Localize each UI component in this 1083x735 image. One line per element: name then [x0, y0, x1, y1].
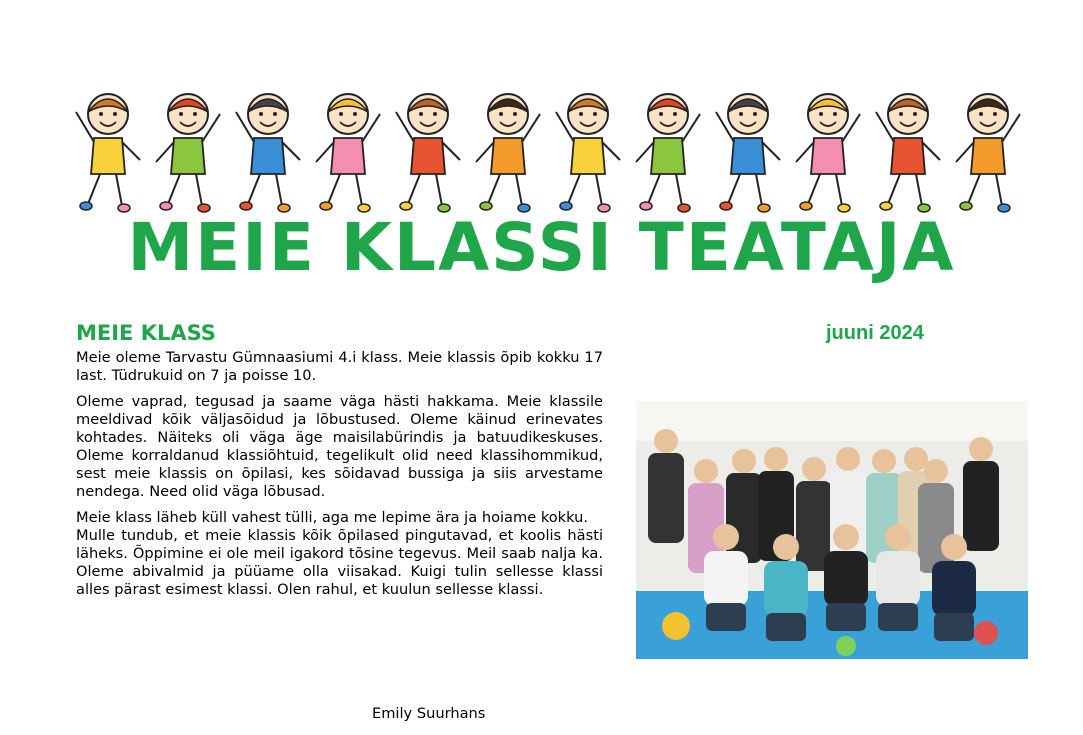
article-author: Emily Suurhans [372, 705, 486, 722]
newsletter-title: MEIE KLASSI TEATAJA [127, 209, 956, 286]
kid-figure [716, 94, 780, 212]
article-paragraph: Meie klass läheb küll vahest tülli, aga me lepime ära ja hoiame kokku. [76, 509, 589, 526]
article-paragraph: Oleme vaprad, tegusad ja saame väga hästi hakkama. Meie klassile meeldivad kõik väljasõidud ja lõbustused. Oleme käinud erinevates kohtades. Näiteks oli väga äge maisilabürindis ja batuudikeskuses. Oleme korraldanud klassiõhtuid, tegelikult olid need klassihommikud, sest meie klassis on õpilasi, kes sõidavad bussiga ja siis arvestame nendega. Need olid väga lõbusad. [76, 393, 603, 500]
article-paragraph: Mulle tundub, et meie klassis kõik õpilased pingutavad, et koolis hästi läheks. Õppimine ei ole meil igakord tõsine tegevus. Meil saab nalja ka. Oleme abivalmid ja püüame olla viisakad. Kuigi tulin sellesse klassi alles pärast esimest klassi. Olen rahul, et kuulun sellesse klassi. [76, 527, 603, 598]
kid-figure [796, 94, 860, 212]
kid-figure [76, 94, 140, 212]
kid-figure [476, 94, 540, 212]
class-group-photo [636, 401, 1028, 659]
article-heading: MEIE KLASS [76, 321, 216, 345]
article-body [76, 349, 603, 599]
kid-figure [236, 94, 300, 212]
kid-figure [636, 94, 700, 212]
kid-figure [396, 94, 460, 212]
article-paragraph: Meie oleme Tarvastu Gümnaasiumi 4.i klass. Meie klassis õpib kokku 17 last. Tüdrukuid on 7 ja poisse 10. [76, 349, 603, 384]
issue-date: juuni 2024 [826, 322, 924, 344]
kid-figure [556, 94, 620, 212]
kid-figure [956, 94, 1020, 212]
kid-figure [156, 94, 220, 212]
dancing-kids-banner [68, 82, 1028, 217]
kid-figure [316, 94, 380, 212]
kid-figure [876, 94, 940, 212]
